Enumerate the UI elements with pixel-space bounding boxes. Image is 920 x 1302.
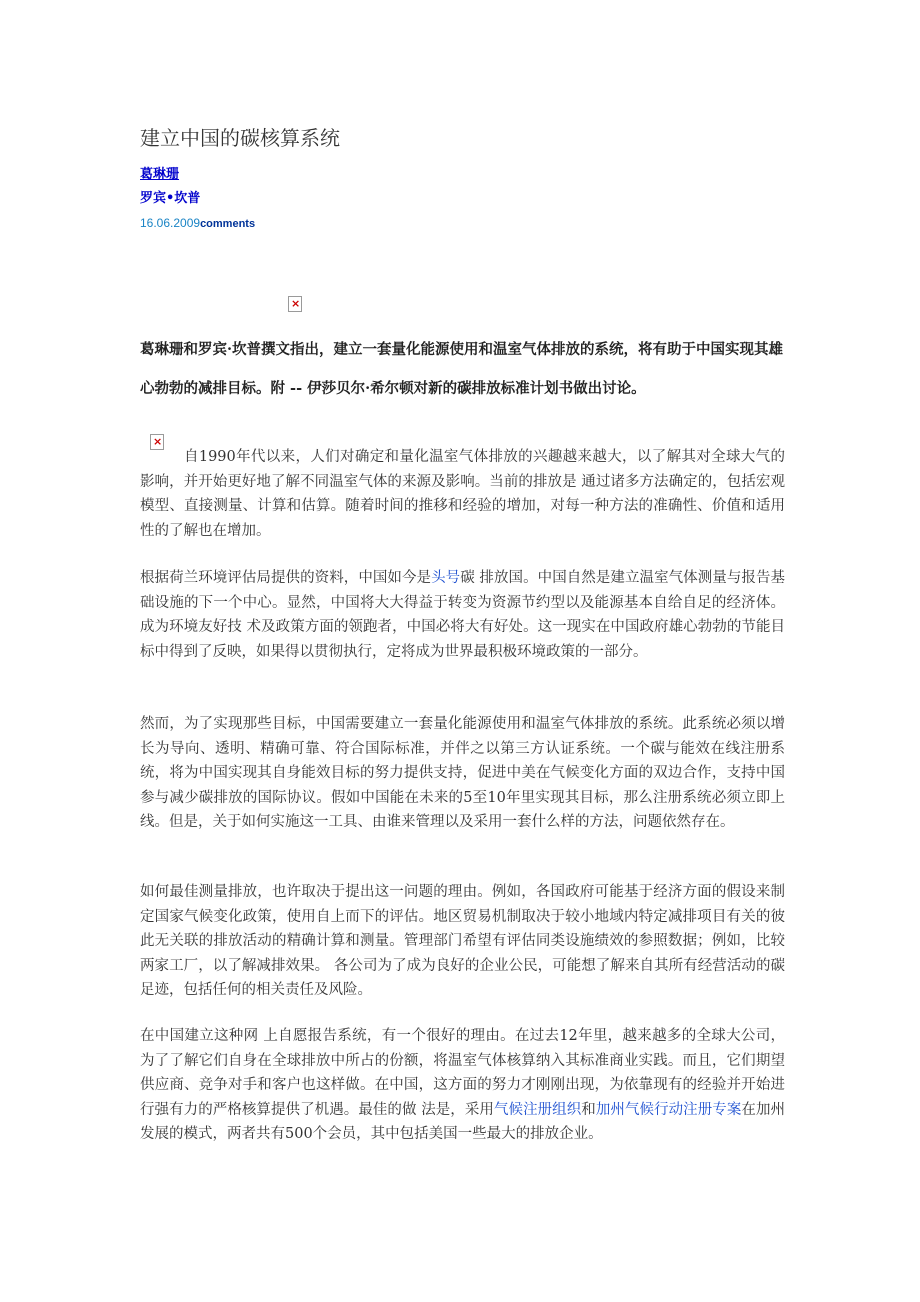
link-top-emitter[interactable]: 头号 bbox=[431, 570, 461, 586]
paragraph-5-text-a: 在中国建立这种网 上自愿报告系统，有一个很好的理由。在过去12年里，越来越多的全球大公司，为了了解它们自身在全球排放中所占的份额，将温室气体核算纳入其标准商业实践。而且，它们期望供应商、竞争对手和客户也这样做。在中国，这方面的努力才刚刚出现，为依靠现有的经验并开始进行强有力的严格核算提供了机遇。最佳的做 法是，采用 bbox=[140, 1028, 785, 1118]
broken-image-icon bbox=[288, 296, 302, 312]
link-california-climate-action-registry[interactable]: 加州气候行动注册专案 bbox=[595, 1101, 742, 1118]
publish-date: 16.06.2009 bbox=[140, 216, 201, 230]
author-link-2[interactable]: 罗宾•坎普 bbox=[140, 191, 201, 206]
broken-image-x-icon: × bbox=[153, 435, 163, 448]
page-title: 建立中国的碳核算系统 bbox=[140, 126, 340, 150]
link-climate-registry[interactable]: 气候注册组织 bbox=[493, 1101, 582, 1118]
paragraph-2-text-b: 碳 排放国。中国自然是建立温室气体测量与报告基础设施的下一个中心。显然，中国将大大得益于转变为资源节约型以及能源基本自给自足的经济体。成为环境友好技 术及政策方面的领跑者，中国必将大有好处。这一现实在中国政府雄心勃勃的节能目标中得到了反映，如果得以贯彻执行，定将成为世界最积极环境政策的一部分。 bbox=[140, 570, 786, 660]
paragraph-5 bbox=[140, 1024, 785, 1147]
author-link-1[interactable]: 葛琳珊 bbox=[140, 167, 180, 182]
comments-link[interactable]: comments bbox=[200, 218, 256, 230]
article-lead: 葛琳珊和罗宾·坎普撰文指出，建立一套量化能源使用和温室气体排放的系统，将有助于中国实现其雄心勃勃的减排目标。附 -- 伊莎贝尔·希尔顿对新的碳排放标准计划书做出讨论。 bbox=[140, 341, 784, 397]
paragraph-2 bbox=[140, 566, 785, 664]
paragraph-5-text-c: 在加州发展的模式，两者共有500个会员，其中包括美国一些最大的排放企业。 bbox=[140, 1101, 786, 1143]
paragraph-5-text-b: 和 bbox=[581, 1101, 596, 1118]
article-meta bbox=[140, 216, 255, 230]
paragraph-1: 自1990年代以来，人们对确定和量化温室气体排放的兴趣越来越大，以了解其对全球大气的影响，并开始更好地了解不同温室气体的来源及影响。当前的排放是 通过诸多方法确定的，包括宏观模型、直接测量、计算和估算。随着时间的推移和经验的增加，对每一种方法的准确性、价值和适用性的了解也在增加。 bbox=[140, 449, 785, 539]
paragraph-4: 如何最佳测量排放，也许取决于提出这一问题的理由。例如，各国政府可能基于经济方面的假设来制定国家气候变化政策，使用自上而下的评估。地区贸易机制取决于较小地域内特定减排项目有关的彼此无关联的排放活动的精确计算和测量。管理部门希望有评估同类设施绩效的参照数据；例如，比较两家工厂，以了解减排效果。 各公司为了成为良好的企业公民，可能想了解来自其所有经营活动的碳足迹，包括任何的相关责任及风险。 bbox=[140, 884, 785, 999]
paragraph-2-text-a: 根据荷兰环境评估局提供的资料，中国如今是 bbox=[140, 570, 432, 586]
paragraph-3: 然而，为了实现那些目标，中国需要建立一套量化能源使用和温室气体排放的系统。此系统必须以增长为导向、透明、精确可靠、符合国际标准，并伴之以第三方认证系统。一个碳与能效在线注册系统，将为中国实现其自身能效目标的努力提供支持，促进中美在气候变化方面的双边合作，支持中国参与减少碳排放的国际协议。假如中国能在未来的5至10年里实现其目标，那么注册系统必须立即上线。但是，关于如何实施这一工具、由谁来管理以及采用一套什么样的方法，问题依然存在。 bbox=[140, 716, 785, 831]
broken-image-x-icon: × bbox=[291, 297, 301, 310]
